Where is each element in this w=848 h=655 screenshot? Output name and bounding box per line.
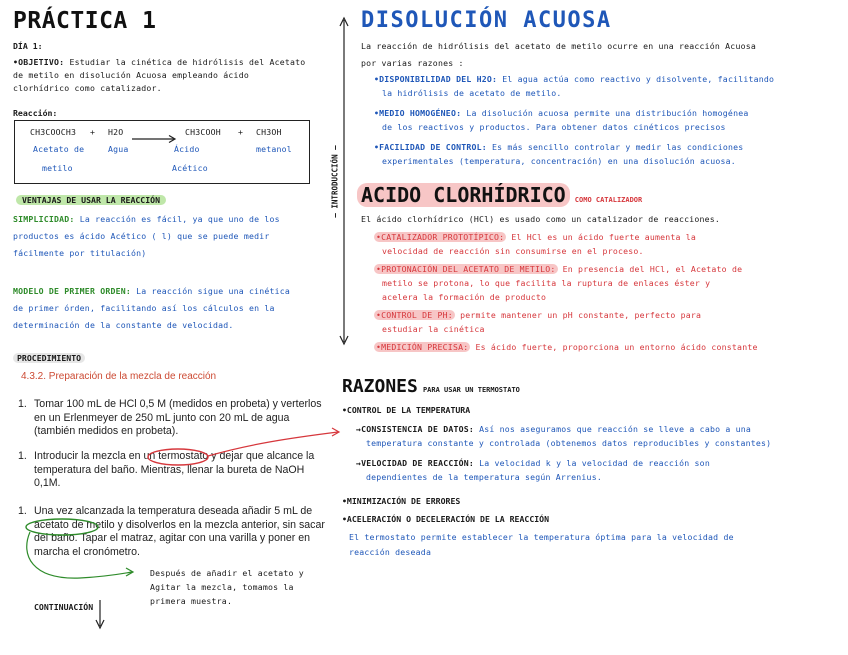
- plus-sign: +: [238, 127, 244, 137]
- acido-title: ACIDO CLORHÍDRICO: [357, 183, 570, 207]
- model-label: MODELO DE PRIMER ORDEN:: [13, 286, 131, 296]
- procedure-step: 1. Una vez alcanzada la temperatura deseada añadir 5 mL de acetato de metilo y disolverlos en la mezcla anterior, sin sacar del baño. Tapar el matraz, agitar con una varilla y poner en marcha el cronómetro.: [18, 505, 325, 558]
- acido-list: •CATALIZADOR PROTOTÍPICO: El HCl es un ácido fuerte aumenta la velocidad de reacción sin consumirse en el proceso. •PROTONACIÓN DEL ACETATO DE METILO: En presencia del HCl, el Acetato de metilo se protona, lo que facilita la ruptura de enlaces éster y acelera la formación de producto •CONTROL DE PH: permite mantener un pH constante, perfecto para estudiar la cinética •MEDICIÓN PRECISA: Es ácido fuerte, proporciona un entorno ácido constante: [374, 230, 839, 354]
- temp-control: •CONTROL DE LA TEMPERATURA: [342, 405, 471, 415]
- disolucion-list: •DISPONIBILIDAD DEL H2O: El agua actúa como reactivo y disolvente, facilitando la hidrólisis de acetato de metilo. •MEDIO HOMOGÉNEO: La disolución acuosa permite una distribución homogénea de los reactivos y productos. Para obtener datos cinéticos precisos •FACILIDAD DE CONTROL: Es más sencillo controlar y medir las condiciones experimentales (temperatura, concentración) en una disolución acuosa.: [374, 72, 839, 168]
- after-note: Después de añadir el acetato y Agitar la mezcla, tomamos la primera muestra.: [150, 568, 304, 606]
- disolucion-title: DISOLUCIÓN ACUOSA: [361, 8, 612, 33]
- simplicity-block: SIMPLICIDAD: La reacción es fácil, ya que uno de los productos es ácido Acético ( l) que se puede medir fácilmente por titulación): [13, 214, 280, 258]
- name-acid: Ácido: [174, 144, 200, 154]
- acido-item: •PROTONACIÓN DEL ACETATO DE METILO: En presencia del HCl, el Acetato de: [376, 264, 743, 274]
- name-acetate-2: metilo: [42, 163, 73, 173]
- acido-item: •CONTROL DE PH: permite mantener un pH constante, perfecto para: [376, 310, 702, 320]
- name-methanol: metanol: [256, 144, 292, 154]
- disolucion-item: •DISPONIBILIDAD DEL H2O: El agua actúa como reactivo y disolvente, facilitando: [374, 74, 775, 84]
- acido-title-wrap: [357, 183, 642, 207]
- name-acid-2: Acético: [172, 163, 208, 173]
- objective-block: [13, 56, 333, 95]
- razones-title: RAZONES: [342, 376, 418, 397]
- acido-intro: El ácido clorhídrico (HCl) es usado como un catalizador de reacciones.: [361, 214, 721, 224]
- razones-title-wrap: [342, 376, 520, 397]
- disolucion-item: •FACILIDAD DE CONTROL: Es más sencillo controlar y medir las condiciones: [374, 142, 744, 152]
- simplicity-label: SIMPLICIDAD:: [13, 214, 75, 224]
- reactant-acetate: CH3COOCH3: [30, 127, 77, 137]
- product-acetic: CH3COOH: [185, 127, 221, 137]
- aceleracion: •ACELERACIÓN O DECELERACIÓN DE LA REACCIÓN: [342, 514, 550, 524]
- razones-subtitle: PARA USAR UN TERMOSTATO: [422, 386, 520, 394]
- continuation-label: CONTINUACIÓN: [34, 602, 94, 612]
- page-title: PRÁCTICA 1: [13, 8, 157, 34]
- procedure-step: 1. Tomar 100 mL de HCl 0,5 M (medidos en probeta) y verterlos en un Erlenmeyer de 250 mL junto con 20 mL de agua (también medidos en probeta).: [18, 398, 322, 437]
- acido-item: •CATALIZADOR PROTOTÍPICO: El HCl es un ácido fuerte aumenta la: [376, 232, 697, 242]
- final-note: El termostato permite establecer la temperatura óptima para la velocidad de reacción deseada: [349, 532, 734, 557]
- objective-line: de metilo en disolución Acuosa empleando ácido: [13, 70, 249, 80]
- acido-subtitle: COMO CATALIZADOR: [574, 196, 643, 204]
- minimizacion: •MINIMIZACIÓN DE ERRORES: [342, 496, 461, 506]
- procedure-step: 1. Introducir la mezcla en un termostato y dejar que alcance la temperatura del baño. Mientras, llenar la bureta de NaOH 0,1M.: [18, 450, 315, 489]
- model-block: MODELO DE PRIMER ORDEN: La reacción sigue una cinética de primer órden, facilitando así los cálculos en la determinación de la constante de velocidad.: [13, 286, 291, 330]
- objective-label: •OBJETIVO:: [13, 57, 65, 67]
- product-methanol: CH3OH: [256, 127, 282, 137]
- reaction-arrow: [132, 128, 178, 136]
- disolucion-intro: La reacción de hidrólisis del acetato de metilo ocurre en una reacción Acuosa por varias razones :: [361, 41, 756, 68]
- name-water: Agua: [108, 144, 129, 154]
- objective-line: clorhídrico como catalizador.: [13, 83, 162, 93]
- disolucion-item: •MEDIO HOMOGÉNEO: La disolución acuosa permite una distribución homogénea: [374, 108, 749, 118]
- day-label: DÍA 1:: [13, 41, 43, 51]
- razones-list: →CONSISTENCIA DE DATOS: Así nos aseguramos que reacción se lleve a cabo a una temperatura constante y controlada (obtenemos datos reproducibles y constantes) →VELOCIDAD DE REACCIÓN: La velocidad k y la velocidad de reacción son dependientes de la temperatura según Arrenius.: [356, 424, 772, 482]
- reaction-label: Reacción:: [13, 108, 58, 118]
- reactant-water: H2O: [108, 127, 124, 137]
- plus-sign: +: [90, 127, 96, 137]
- intro-divider-label: — INTRODUCCIÓN —: [330, 145, 340, 218]
- section-title: 4.3.2. Preparación de la mezcla de reacción: [21, 371, 217, 382]
- name-acetate: Acetato de: [33, 144, 85, 154]
- advantages-heading: VENTAJAS DE USAR LA REACCIÓN: [16, 194, 166, 207]
- objective-line: Estudiar la cinética de hidrólisis del Acetato: [69, 57, 306, 67]
- procedure-heading: PROCEDIMIENTO: [13, 352, 85, 365]
- acido-item: •MEDICIÓN PRECISA: Es ácido fuerte, proporciona un entorno ácido constante: [376, 342, 758, 352]
